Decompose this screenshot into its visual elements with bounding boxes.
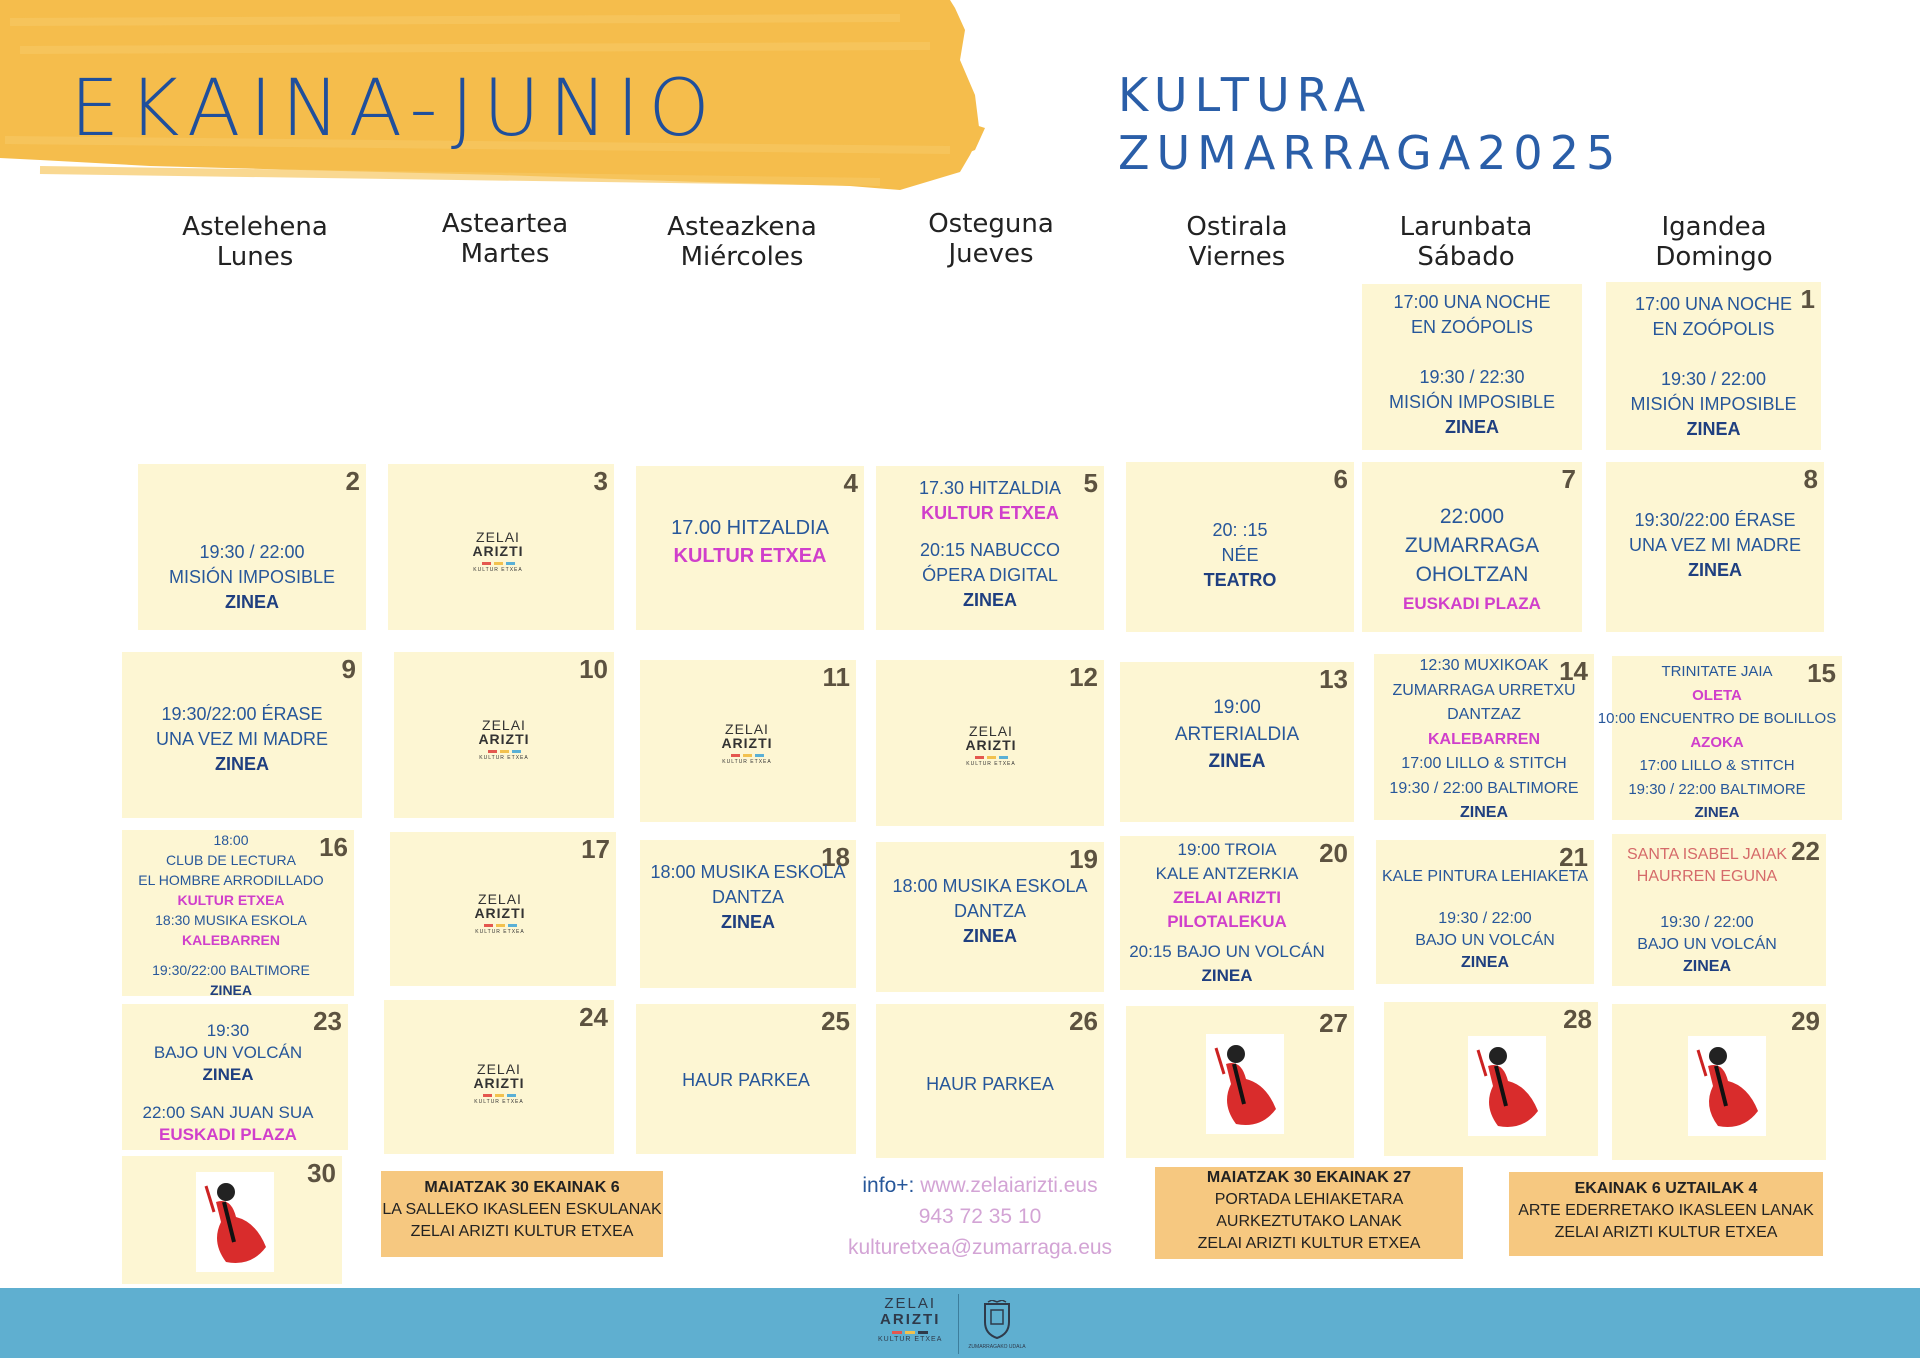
day-number: 15 [1807, 658, 1836, 688]
calendar-cell-day-4[interactable]: 4 17.00 HITZALDIA KULTUR ETXEA [636, 466, 864, 630]
day-number: 24 [579, 1002, 608, 1032]
day-number: 18 [821, 842, 850, 872]
santa-isabel-poster [1688, 1036, 1766, 1136]
calendar-cell-day-17[interactable] [390, 832, 616, 986]
calendar-cell-day-20[interactable]: 20 19:00 TROIA KALE ANTZERKIA ZELAI ARIZTI PILOTALEKUA 20:15 BAJO UN VOLCÁN ZINEA [1120, 836, 1354, 990]
footer-bar [0, 1288, 1920, 1358]
day-number: 12 [1069, 662, 1098, 692]
zelai-arizti-logo: ZELAI ARIZTI KULTUR ETXEA [478, 717, 530, 761]
day-header-friday: Ostirala Viernes [1186, 212, 1288, 272]
day-number: 19 [1069, 844, 1098, 874]
day-number: 16 [319, 832, 348, 862]
exhibition-notice-3: EKAINAK 6 UZTAILAK 4 ARTE EDERRETAKO IKASLEEN LANAK ZELAI ARIZTI KULTUR ETXEA [1509, 1172, 1823, 1256]
day-number: 6 [1333, 464, 1348, 494]
website-link[interactable]: www.zelaiarizti.eus [920, 1174, 1098, 1197]
day-number: 29 [1791, 1006, 1820, 1036]
day-number: 11 [822, 662, 850, 692]
series-title [1118, 66, 1622, 182]
day-number: 14 [1559, 656, 1588, 686]
day-number: 21 [1559, 842, 1588, 872]
day-number: 4 [843, 468, 858, 498]
day-header-saturday: Larunbata Sábado [1399, 212, 1533, 272]
day-number: 8 [1803, 464, 1818, 494]
day-number: 1 [1800, 284, 1815, 314]
calendar-cell-day-9[interactable]: 9 19:30/22:00 ÉRASE UNA VEZ MI MADRE ZINEA [122, 652, 362, 818]
day-number: 13 [1319, 664, 1348, 694]
calendar-cell-day-21[interactable]: 21 KALE PINTURA LEHIAKETA 19:30 / 22:00 BAJO UN VOLCÁN ZINEA [1376, 840, 1594, 984]
zelai-arizti-logo: ZELAI ARIZTI KULTUR ETXEA [721, 721, 773, 765]
calendar-cell-day-2[interactable]: 2 19:30 / 22:00 MISIÓN IMPOSIBLE ZINEA [138, 464, 366, 630]
zelai-arizti-logo: ZELAI ARIZTI KULTUR ETXEA [965, 723, 1017, 767]
day-header-sunday: Igandea Domingo [1655, 212, 1773, 272]
calendar-cell-day-22[interactable]: 22 SANTA ISABEL JAIAK HAURREN EGUNA 19:30 / 22:00 BAJO UN VOLCÁN ZINEA [1612, 834, 1826, 986]
series-title-line1: KULTURA [1118, 68, 1373, 122]
day-number: 3 [593, 466, 608, 496]
calendar-cell-day-11[interactable] [640, 660, 856, 822]
day-header-tuesday: Asteartea Martes [441, 209, 569, 269]
calendar-cell-day-26[interactable]: 26 HAUR PARKEA [876, 1004, 1104, 1158]
town-name: ZUMARRAGAKO UDALA [968, 1344, 1026, 1350]
day-header-thursday: Osteguna Jueves [928, 209, 1054, 269]
zelai-arizti-logo: ZELAI ARIZTI KULTUR ETXEA [473, 1061, 525, 1105]
calendar-cell-day-28[interactable] [1384, 1002, 1598, 1156]
day-number: 2 [345, 466, 360, 496]
phone-number[interactable]: 943 72 35 10 [918, 1205, 1042, 1228]
calendar-cell-day-1[interactable]: 1 17:00 UNA NOCHE EN ZOÓPOLIS 19:30 / 22:00 MISIÓN IMPOSIBLE ZINEA [1606, 282, 1821, 450]
town-shield-icon [982, 1300, 1012, 1340]
series-title-line2: ZUMARRAGA2025 [1118, 126, 1623, 180]
day-number: 22 [1791, 836, 1820, 866]
calendar-cell-day-19[interactable]: 19 18:00 MUSIKA ESKOLA DANTZA ZINEA [876, 842, 1104, 992]
calendar-cell-day-8[interactable]: 8 19:30/22:00 ÉRASE UNA VEZ MI MADRE ZINEA [1606, 462, 1824, 632]
page-title: EKAINA-JUNIO [70, 64, 719, 154]
day-number: 23 [313, 1006, 342, 1036]
santa-isabel-poster [196, 1172, 274, 1272]
exhibition-notice-1: MAIATZAK 30 EKAINAK 6 LA SALLEKO IKASLEEN ESKULANAK ZELAI ARIZTI KULTUR ETXEA [381, 1171, 663, 1257]
day-number: 17 [581, 834, 610, 864]
footer-zelai-arizti-logo: ZELAI ARIZTI KULTUR ETXEA [878, 1295, 943, 1343]
calendar-cell-day-24[interactable] [384, 1000, 614, 1154]
day-header-wednesday: Asteazkena Miércoles [667, 212, 817, 272]
day-number: 30 [307, 1158, 336, 1188]
calendar-cell-day-25[interactable]: 25 HAUR PARKEA [636, 1004, 856, 1154]
calendar-cell-day-15[interactable]: 15 TRINITATE JAIA OLETA 10:00 ENCUENTRO DE BOLILLOS AZOKA 17:00 LILLO & STITCH 19:30 / 22:00 BALTIMORE ZINEA [1612, 656, 1842, 820]
info-label: info+: [862, 1174, 915, 1197]
day-number: 10 [579, 654, 608, 684]
santa-isabel-poster [1468, 1036, 1546, 1136]
calendar-cell-day-6[interactable]: 6 20: :15 NÉE TEATRO [1126, 462, 1354, 632]
zelai-arizti-logo: ZELAI ARIZTI KULTUR ETXEA [472, 529, 524, 573]
footer-divider [958, 1294, 959, 1354]
calendar-cell-day-10[interactable] [394, 652, 614, 818]
calendar-cell-day-14[interactable]: 14 12:30 MUXIKOAK ZUMARRAGA URRETXU DANTZAZ KALEBARREN 17:00 LILLO & STITCH 19:30 / 22:00 BALTIMORE ZINEA [1374, 654, 1594, 820]
day-number: 25 [821, 1006, 850, 1036]
calendar-cell-day-13[interactable]: 13 19:00 ARTERIALDIA ZINEA [1120, 662, 1354, 822]
day-number: 9 [341, 654, 356, 684]
day-number: 7 [1561, 464, 1576, 494]
day-number: 27 [1319, 1008, 1348, 1038]
calendar-cell-day-29[interactable] [1612, 1004, 1826, 1160]
day-number: 26 [1069, 1006, 1098, 1036]
calendar-cell-day-5[interactable]: 5 17.30 HITZALDIA KULTUR ETXEA 20:15 NABUCCO ÓPERA DIGITAL ZINEA [876, 466, 1104, 630]
calendar-cell-day-23[interactable]: 23 19:30 BAJO UN VOLCÁN ZINEA 22:00 SAN JUAN SUA EUSKADI PLAZA [122, 1004, 348, 1150]
day-header-monday: Astelehena Lunes [182, 212, 328, 272]
calendar-cell-day-3[interactable] [388, 464, 614, 630]
santa-isabel-poster [1206, 1034, 1284, 1134]
day-number: 28 [1563, 1004, 1592, 1034]
calendar-cell-day-18[interactable]: 18 18:00 MUSIKA ESKOLA DANTZA ZINEA [640, 840, 856, 988]
zelai-arizti-logo: ZELAI ARIZTI KULTUR ETXEA [474, 891, 526, 935]
calendar-cell-day-27[interactable] [1126, 1006, 1354, 1158]
contact-info [820, 1170, 1140, 1263]
day-number: 5 [1083, 468, 1098, 498]
calendar-cell-day-7[interactable]: 7 22:000 ZUMARRAGA OHOLTZAN EUSKADI PLAZA [1362, 462, 1582, 632]
calendar-cell-day-30[interactable] [122, 1156, 342, 1284]
calendar-cell-sat-pre[interactable]: 17:00 UNA NOCHE EN ZOÓPOLIS 19:30 / 22:30 MISIÓN IMPOSIBLE ZINEA [1362, 284, 1582, 450]
calendar-cell-day-16[interactable]: 16 18:00 CLUB DE LECTURA EL HOMBRE ARRODILLADO KULTUR ETXEA 18:30 MUSIKA ESKOLA KALEBARREN 19:30/22:00 BALTIMORE ZINEA [122, 830, 354, 996]
email-link[interactable]: kulturetxea@zumarraga.eus [847, 1236, 1113, 1259]
exhibition-notice-2: MAIATZAK 30 EKAINAK 27 PORTADA LEHIAKETARA AURKEZTUTAKO LANAK ZELAI ARIZTI KULTUR ETXEA [1155, 1167, 1463, 1259]
calendar-cell-day-12[interactable] [876, 660, 1104, 826]
day-number: 20 [1319, 838, 1348, 868]
